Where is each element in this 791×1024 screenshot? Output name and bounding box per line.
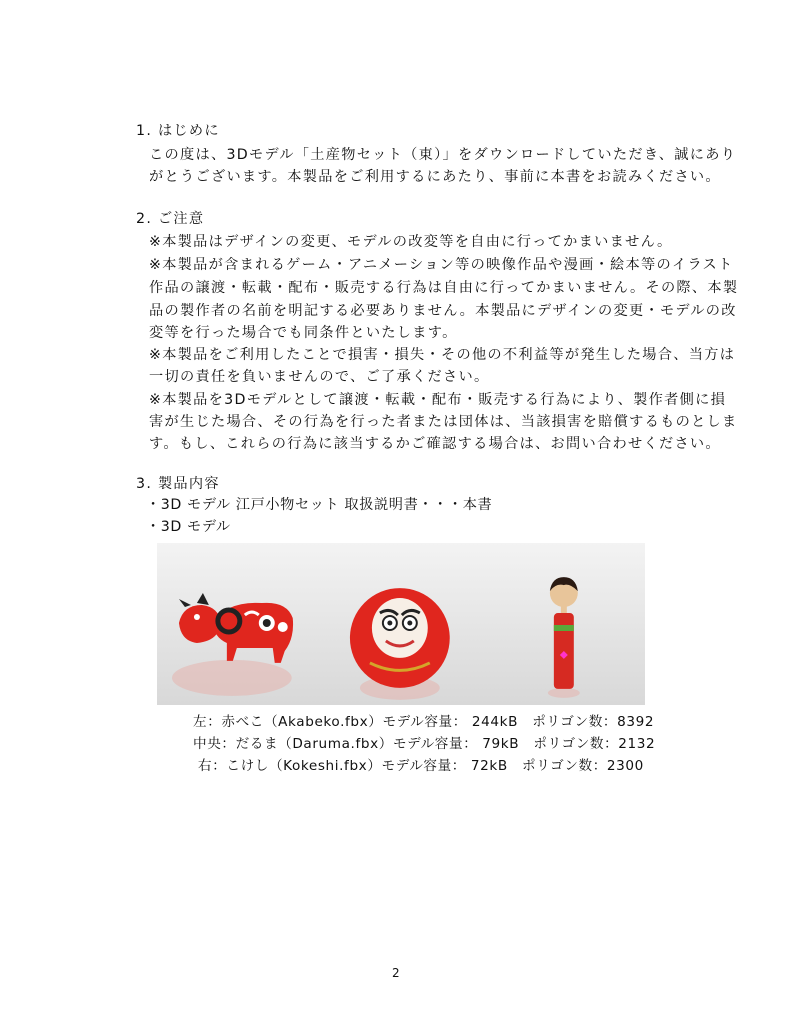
paragraph-line: ※本製品をご利用したことで損害・損失・その他の不利益等が発生した場合、当方は (149, 347, 736, 363)
caption-kokeshi: 右：こけし（Kokeshi.fbx）モデル容量： 72kB ポリゴン数：2300 (198, 758, 644, 774)
caption-akabeko: 左：赤べこ（Akabeko.fbx）モデル容量： 244kB ポリゴン数：8392 (193, 714, 655, 730)
paragraph-line: ※本製品を3Dモデルとして譲渡・転載・配布・販売する行為により、製作者側に損 (149, 392, 727, 408)
daruma-render (320, 543, 483, 705)
akabeko-render (157, 543, 320, 705)
paragraph-line: この度は、3Dモデル「土産物セット（東）」をダウンロードしていただき、誠にあり (149, 147, 737, 163)
paragraph-line: 作品の譲渡・転載・配布・販売する行為は自由に行ってかまいません。その際、本製 (149, 280, 739, 296)
heading-intro: 1. はじめに (136, 123, 220, 139)
caption-daruma: 中央：だるま（Daruma.fbx）モデル容量： 79kB ポリゴン数：2132 (193, 736, 656, 752)
heading-notes: 2. ご注意 (136, 211, 205, 227)
paragraph-line: ※本製品はデザインの変更、モデルの改変等を自由に行ってかまいません。 (149, 234, 673, 250)
paragraph-line: 一切の責任を負いませんので、ご了承ください。 (149, 369, 490, 385)
paragraph-line: がとうございます。本製品をご利用するにあたり、事前に本書をお読みください。 (149, 169, 721, 185)
models-render-image (157, 543, 645, 705)
kokeshi-render (482, 543, 645, 705)
heading-contents: 3. 製品内容 (136, 476, 220, 492)
paragraph-line: す。もし、これらの行為に該当するかご確認する場合は、お問い合わせください。 (149, 436, 721, 452)
content-item: ・3D モデル (146, 519, 231, 535)
paragraph-line: 害が生じた場合、その行為を行った者または団体は、当該損害を賠償するものとしま (149, 414, 738, 430)
content-item: ・3D モデル 江戸小物セット 取扱説明書・・・本書 (146, 497, 493, 513)
paragraph-line: ※本製品が含まれるゲーム・アニメーション等の映像作品や漫画・絵本等のイラスト (149, 257, 734, 273)
paragraph-line: 品の製作者の名前を明記する必要ありません。本製品にデザインの変更・モデルの改 (149, 303, 737, 319)
page-number: 2 (392, 966, 400, 980)
paragraph-line: 変等を行った場合でも同条件といたします。 (149, 325, 458, 341)
